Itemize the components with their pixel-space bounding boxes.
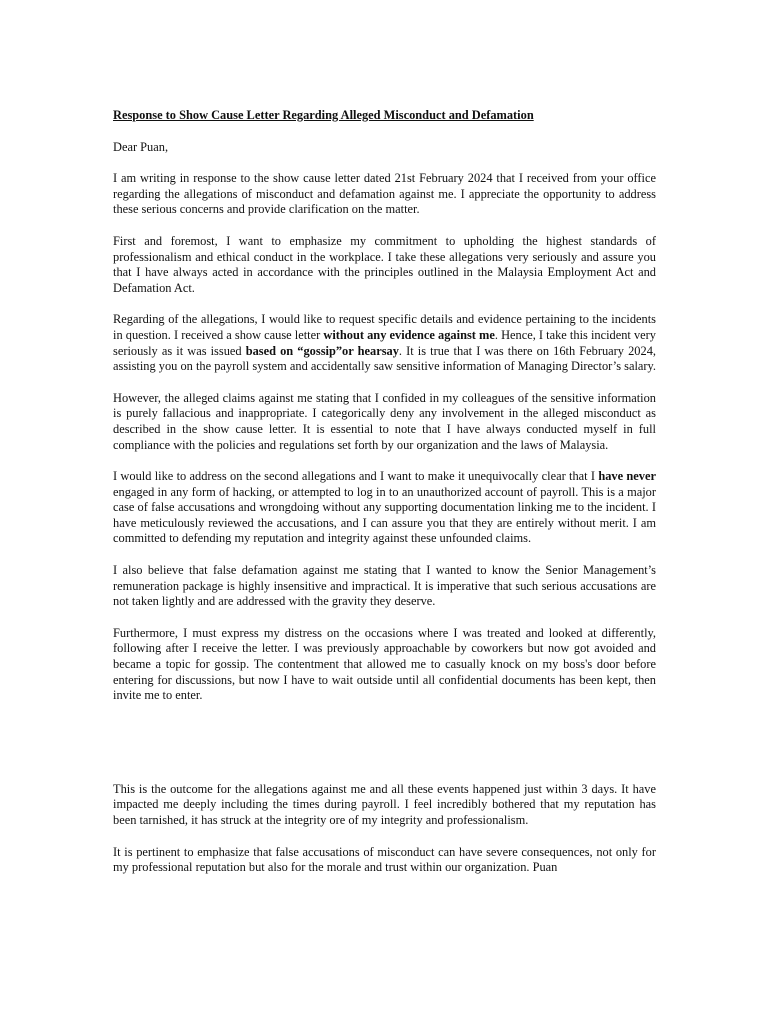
paragraph-8: This is the outcome for the allegations against me and all these events happened just within 3 days. It have impacted me deeply including the times during payroll. I feel incredibly bothered that my reputation has been tarnished, it has struck at the integrity ore of my integrity and professionalism. [113,781,656,827]
paragraph-3-bold-gossip: based on “gossip”or hearsay [245,343,399,358]
paragraph-2: First and foremost, I want to emphasize my commitment to upholding the highest standards of professionalism and ethical conduct in the workplace. I take these allegations very seriously and assure you that I have always acted in accordance with the principles outlined in the Malaysia Employment Act and Defamation Act. [113,233,656,295]
salutation: Dear Puan, [113,139,169,154]
paragraph-5-part-c: engaged in any form of hacking, or attempted to log in to an unauthorized account of payroll. This is a major case of false accusations and wrongdoing without any supporting documentation linking me to the incident. I have meticulously reviewed the accusations, and I can assure you that they are entirely without merit. I am committed to defending my reputation and integrity against these unfounded claims. [113,484,656,546]
letter-body [113,108,656,892]
paragraph-3-part-e: . It is true that I was there on 16th February 2024, assisting you on the payroll system and accidentally saw sensitive information of Managing Director’s salary. [113,343,656,374]
paragraph-3-part-c: . Hence, I take this incident very seriously as it was issued [113,327,656,358]
paragraph-4: However, the alleged claims against me stating that I confided in my colleagues of the sensitive information is purely fallacious and inappropriate. I categorically deny any involvement in the alleged misconduct as described in the show cause letter. It is essential to note that I have always conducted myself in full compliance with the policies and regulations set forth by our organization and the laws of Malaysia. [113,390,656,452]
paragraph-1: I am writing in response to the show cause letter dated 21st February 2024 that I received from your office regarding the allegations of misconduct and defamation against me. I appreciate the opportunity to address these serious concerns and provide clarification on the matter. [113,171,656,217]
paragraph-5-part-a: I would like to address on the second allegations and I want to make it unequivocally clear that I [113,469,599,484]
paragraph-7: Furthermore, I must express my distress on the occasions where I was treated and looked at differently, following after I receive the letter. I was previously approachable by coworkers but now got avoided and became a topic for gossip. The contentment that allowed me to casually knock on my boss's door before entering for discussions, but now I have to wait outside until all confidential documents has been kept, then invite me to enter. [113,625,656,703]
paragraph-5-bold-never: have never [598,469,656,484]
paragraph-5 [113,469,656,547]
paragraph-3-part-a: Regarding of the allegations, I would like to request specific details and evidence pertaining to the incidents in question. I received a show cause letter [113,312,656,342]
paragraph-3-bold-evidence: without any evidence against me [323,327,495,342]
paragraph-9: It is pertinent to emphasize that false accusations of misconduct can have severe consequences, not only for my professional reputation but also for the morale and trust within our organization. Puan [113,844,656,875]
blank-gap [113,720,656,782]
letter-title: Response to Show Cause Letter Regarding Alleged Misconduct and Defamation [113,108,534,122]
paragraph-6: I also believe that false defamation against me stating that I wanted to know the Senior Management’s remuneration package is highly insensitive and impractical. It is imperative that such serious accusations are not taken lightly and are addressed with the gravity they deserve. [113,563,656,609]
paragraph-3 [113,312,656,374]
